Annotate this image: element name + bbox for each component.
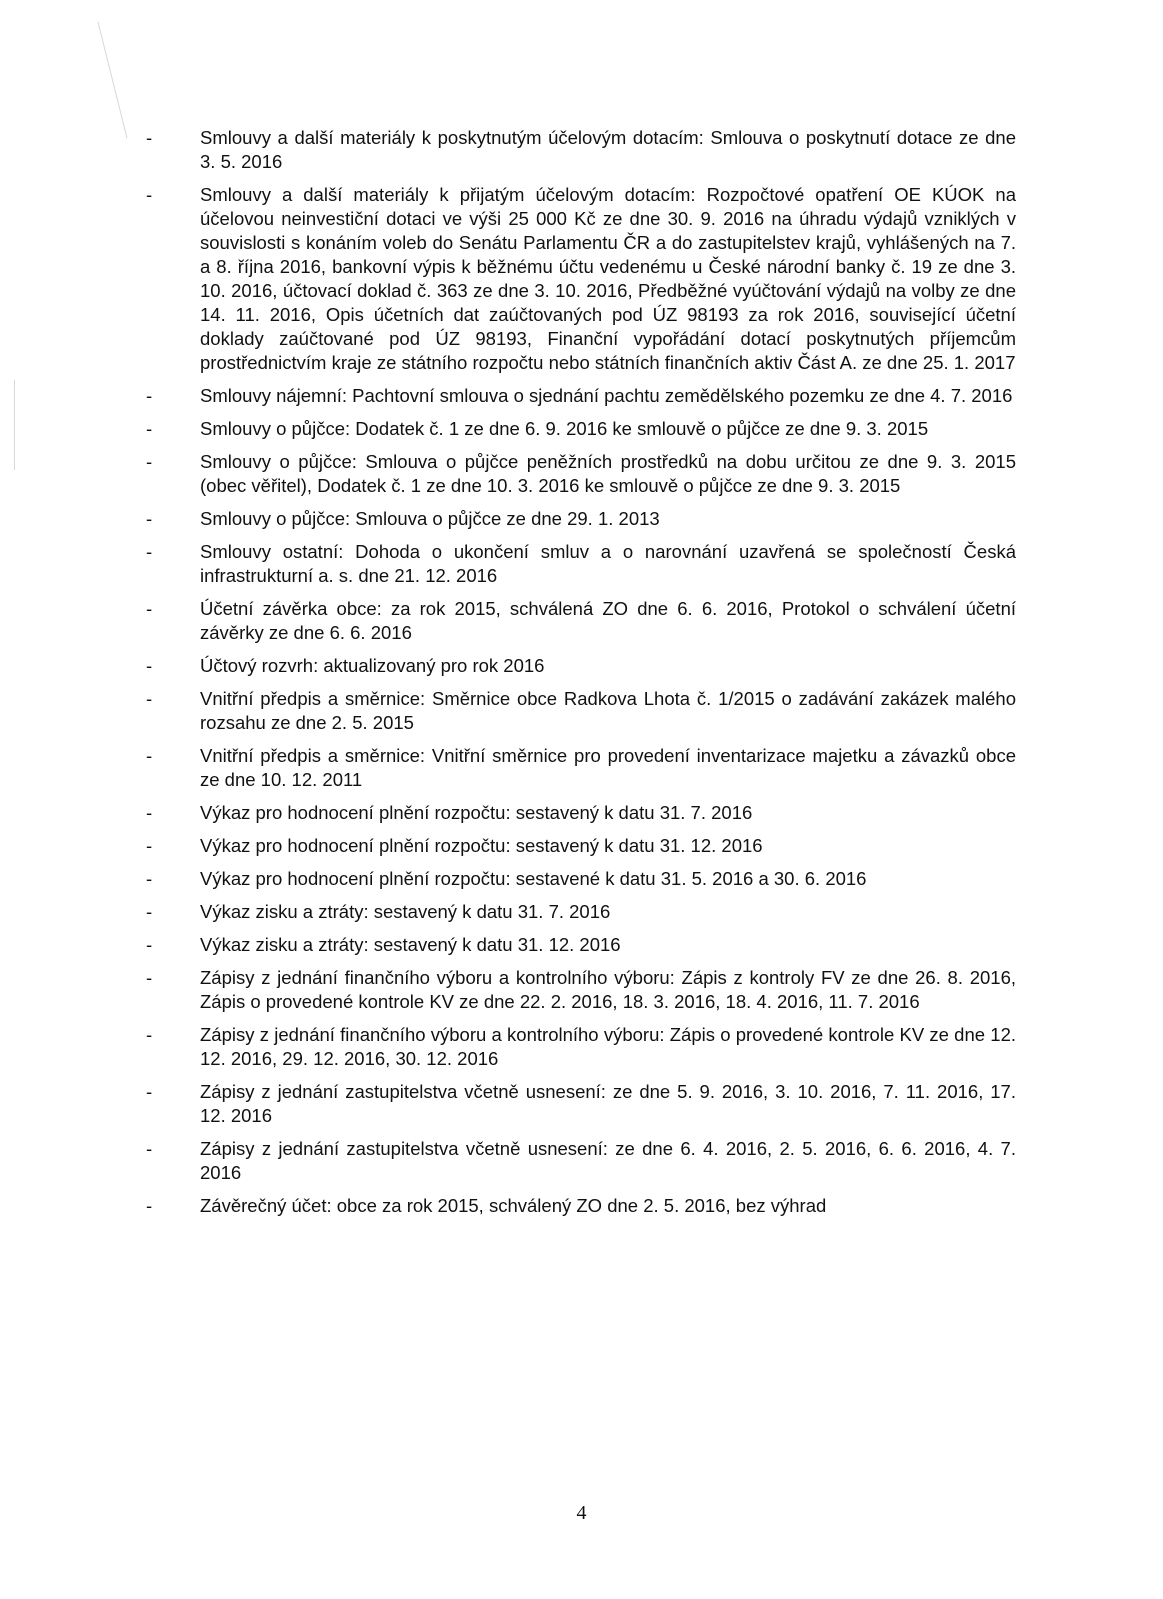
list-item xyxy=(146,450,1016,498)
list-item-text: Zápisy z jednání finančního výboru a kontrolního výboru: Zápis z kontroly FV ze dne 26. 8. 2016, Zápis o provedené kontrole KV ze dne 22. 2. 2016, 18. 3. 2016, 18. 4. 2016, 11. 7. 2016 xyxy=(200,967,1016,1012)
list-item-text: Zápisy z jednání zastupitelstva včetně usnesení: ze dne 5. 9. 2016, 3. 10. 2016, 7. 11. 2016, 17. 12. 2016 xyxy=(200,1081,1016,1126)
list-item-text: Smlouvy o půjčce: Smlouva o půjčce ze dne 29. 1. 2013 xyxy=(200,508,660,529)
list-item-text: Výkaz pro hodnocení plnění rozpočtu: sestavený k datu 31. 7. 2016 xyxy=(200,802,753,823)
bullet-dash: - xyxy=(146,967,153,988)
list-item xyxy=(146,183,1016,375)
list-item-text: Výkaz pro hodnocení plnění rozpočtu: sestavený k datu 31. 12. 2016 xyxy=(200,835,763,856)
list-item-text: Výkaz pro hodnocení plnění rozpočtu: sestavené k datu 31. 5. 2016 a 30. 6. 2016 xyxy=(200,868,867,889)
bullet-dash: - xyxy=(146,508,153,529)
bullet-dash: - xyxy=(146,745,153,766)
bullet-dash: - xyxy=(146,385,153,406)
list-item xyxy=(146,867,1016,891)
bullet-dash: - xyxy=(146,184,153,205)
list-item-text: Zápisy z jednání zastupitelstva včetně usnesení: ze dne 6. 4. 2016, 2. 5. 2016, 6. 6. 2016, 4. 7. 2016 xyxy=(200,1138,1016,1183)
list-item-text: Výkaz zisku a ztráty: sestavený k datu 31. 7. 2016 xyxy=(200,901,611,922)
list-item xyxy=(146,687,1016,735)
bullet-dash: - xyxy=(146,1195,153,1216)
list-item xyxy=(146,933,1016,957)
list-item xyxy=(146,966,1016,1014)
bullet-dash: - xyxy=(146,934,153,955)
list-item-text: Smlouvy ostatní: Dohoda o ukončení smluv a o narovnání uzavřená se společností Česká infrastrukturní a. s. dne 21. 12. 2016 xyxy=(200,541,1016,586)
list-item xyxy=(146,126,1016,174)
list-item-text: Výkaz zisku a ztráty: sestavený k datu 31. 12. 2016 xyxy=(200,934,621,955)
list-item xyxy=(146,654,1016,678)
list-item xyxy=(146,744,1016,792)
bullet-dash: - xyxy=(146,835,153,856)
scan-artifact-line xyxy=(14,380,15,470)
bullet-dash: - xyxy=(146,598,153,619)
bullet-dash: - xyxy=(146,901,153,922)
bullet-dash: - xyxy=(146,451,153,472)
list-item xyxy=(146,801,1016,825)
list-item xyxy=(146,1080,1016,1128)
bullet-dash: - xyxy=(146,1024,153,1045)
list-item-text: Účetní závěrka obce: za rok 2015, schválená ZO dne 6. 6. 2016, Protokol o schválení účetní závěrky ze dne 6. 6. 2016 xyxy=(200,598,1016,643)
bullet-dash: - xyxy=(146,541,153,562)
bullet-dash: - xyxy=(146,418,153,439)
list-item-text: Účtový rozvrh: aktualizovaný pro rok 2016 xyxy=(200,655,545,676)
document-body xyxy=(146,126,1016,1227)
bullet-dash: - xyxy=(146,688,153,709)
bullet-dash: - xyxy=(146,127,153,148)
bullet-dash: - xyxy=(146,655,153,676)
bullet-dash: - xyxy=(146,802,153,823)
list-item-text: Vnitřní předpis a směrnice: Směrnice obce Radkova Lhota č. 1/2015 o zadávání zakázek malého rozsahu ze dne 2. 5. 2015 xyxy=(200,688,1016,733)
bullet-dash: - xyxy=(146,1081,153,1102)
list-item-text: Smlouvy o půjčce: Dodatek č. 1 ze dne 6. 9. 2016 ke smlouvě o půjčce ze dne 9. 3. 2015 xyxy=(200,418,929,439)
list-item xyxy=(146,900,1016,924)
bullet-dash: - xyxy=(146,1138,153,1159)
list-item xyxy=(146,384,1016,408)
list-item xyxy=(146,540,1016,588)
list-item-text: Závěrečný účet: obce za rok 2015, schválený ZO dne 2. 5. 2016, bez výhrad xyxy=(200,1195,827,1216)
list-item-text: Smlouvy a další materiály k poskytnutým účelovým dotacím: Smlouva o poskytnutí dotace ze dne 3. 5. 2016 xyxy=(200,127,1016,172)
list-item xyxy=(146,597,1016,645)
list-item xyxy=(146,834,1016,858)
list-item-text: Smlouvy o půjčce: Smlouva o půjčce peněžních prostředků na dobu určitou ze dne 9. 3. 2015 (obec věřitel), Dodatek č. 1 ze dne 10. 3. 2016 ke smlouvě o půjčce ze dne 9. 3. 2015 xyxy=(200,451,1016,496)
list-item xyxy=(146,1023,1016,1071)
list-item-text: Vnitřní předpis a směrnice: Vnitřní směrnice pro provedení inventarizace majetku a závazků obce ze dne 10. 12. 2011 xyxy=(200,745,1016,790)
list-item xyxy=(146,1194,1016,1218)
list-item xyxy=(146,507,1016,531)
page-number: 4 xyxy=(576,1502,587,1524)
list-item-text: Smlouvy a další materiály k přijatým účelovým dotacím: Rozpočtové opatření OE KÚOK na účelovou neinvestiční dotaci ve výši 25 000 Kč ze dne 30. 9. 2016 na úhradu výdajů vzniklých v souvislosti s konáním voleb do Senátu Parlamentu ČR a do zastupitelstev krajů, vyhlášených na 7. a 8. října 2016, bankovní výpis k běžnému účtu vedenému u České národní banky č. 19 ze dne 3. 10. 2016, účtovací doklad č. 363 ze dne 3. 10. 2016, Předběžné vyúčtování výdajů na volby ze dne 14. 11. 2016, Opis účetních dat zaúčtovaných pod ÚZ 98193 za rok 2016, související účetní doklady zaúčtované pod ÚZ 98193, Finanční vypořádání dotací poskytnutých příjemcům prostřednictvím kraje ze státního rozpočtu nebo státních finančních aktiv Část A. ze dne 25. 1. 2017 xyxy=(200,184,1016,373)
bullet-dash: - xyxy=(146,868,153,889)
list-item-text: Zápisy z jednání finančního výboru a kontrolního výboru: Zápis o provedené kontrole KV ze dne 12. 12. 2016, 29. 12. 2016, 30. 12. 2016 xyxy=(200,1024,1016,1069)
scan-artifact-line xyxy=(97,22,127,139)
list-item xyxy=(146,1137,1016,1185)
list-item xyxy=(146,417,1016,441)
list-item-text: Smlouvy nájemní: Pachtovní smlouva o sjednání pachtu zemědělského pozemku ze dne 4. 7. 2016 xyxy=(200,385,1013,406)
